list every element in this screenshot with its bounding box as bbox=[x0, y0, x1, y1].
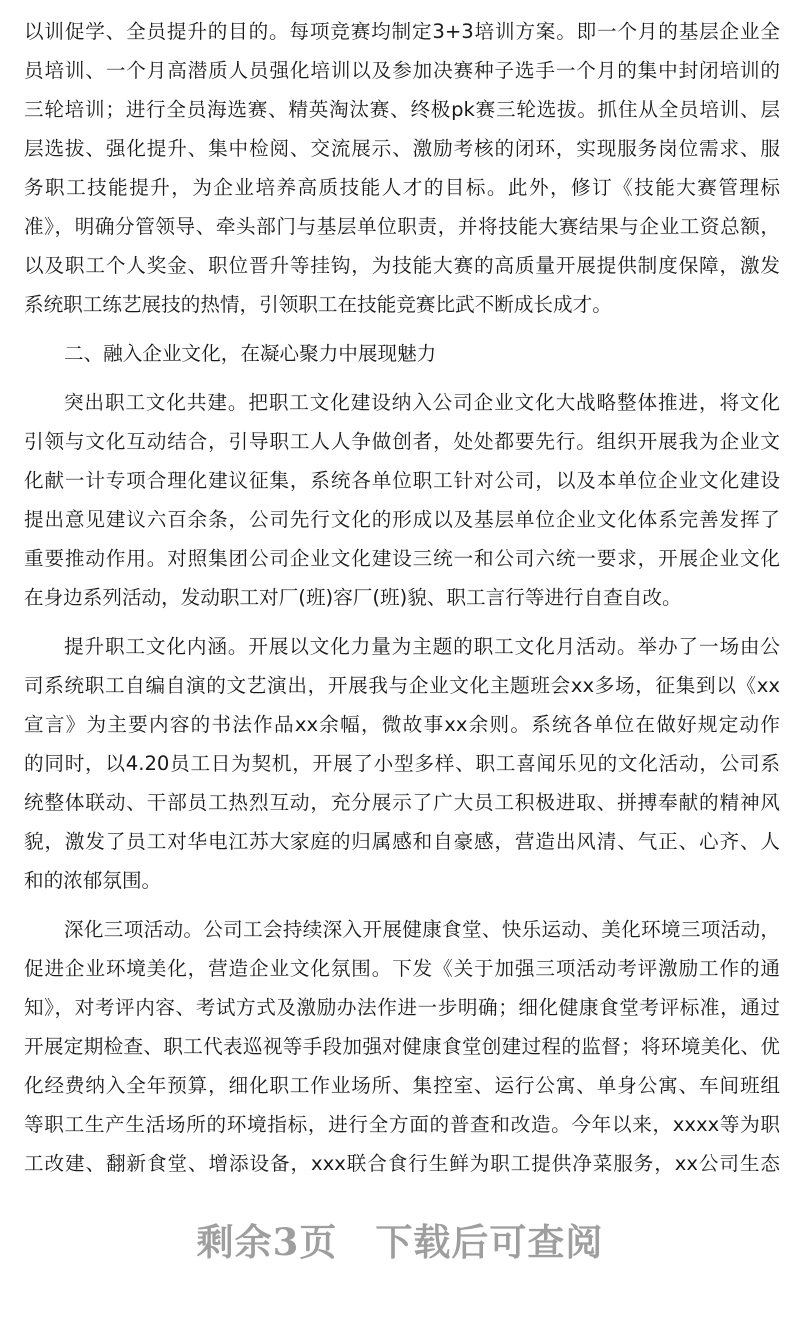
paragraph bbox=[24, 910, 780, 1183]
remaining-pages-label[interactable]: 剩余3页 下载后可查阅 bbox=[196, 1220, 604, 1264]
text-line: 的同时，以4.20员工日为契机，开展了小型多样、职工喜闻乐见的文化活动，公司系 bbox=[24, 752, 780, 775]
paragraph bbox=[24, 383, 780, 617]
text-line: 知》，对考评内容、考试方式及激励办法作进一步明确；细化健康食堂考评标准，通过 bbox=[24, 996, 780, 1019]
text-line: 工改建、翻新食堂、增添设备，xxx联合食行生鲜为职工提供净菜服务，xx公司生态 bbox=[24, 1152, 780, 1175]
paragraph-gap bbox=[24, 617, 780, 627]
text-line: 等职工生产生活场所的环境指标，进行全方面的普查和改造。今年以来，xxxx等为职 bbox=[24, 1113, 780, 1136]
text-line: 和的浓郁氛围。 bbox=[24, 869, 162, 892]
document-body bbox=[24, 0, 780, 1183]
text-line: 貌，激发了员工对华电江苏大家庭的归属感和自豪感，营造出风清、气正、心齐、人 bbox=[24, 830, 780, 853]
paragraph-gap bbox=[24, 324, 780, 334]
text-line: 化经费纳入全年预算，细化职工作业场所、集控室、运行公寓、单身公寓、车间班组 bbox=[24, 1074, 780, 1097]
text-line: 系统职工练艺展技的热情，引领职工在技能竞赛比武不断成长成才。 bbox=[24, 293, 612, 316]
text-line: 统整体联动、干部员工热烈互动，充分展示了广大员工积极进取、拼搏奉献的精神风 bbox=[24, 791, 780, 814]
text-line: 促进企业环境美化，营造企业文化氛围。下发《关于加强三项活动考评激励工作的通 bbox=[24, 957, 780, 980]
text-line: 三轮培训；进行全员海选赛、精英淘汰赛、终极pk赛三轮选拔。抓住从全员培训、层 bbox=[24, 98, 780, 121]
text-line: 司系统职工自编自演的文艺演出，开展我与企业文化主题班会xx多场，征集到以《xx bbox=[24, 674, 780, 697]
text-line: 层选拔、强化提升、集中检阅、交流展示、激励考核的闭环，实现服务岗位需求、服 bbox=[24, 137, 780, 160]
text-line: 宣言》为主要内容的书法作品xx余幅，微故事xx余则。系统各单位在做好规定动作 bbox=[24, 713, 780, 736]
paragraph bbox=[24, 12, 780, 324]
text-line: 员培训、一个月高潜质人员强化培训以及参加决赛种子选手一个月的集中封闭培训的 bbox=[24, 59, 780, 82]
text-line: 重要推动作用。对照集团公司企业文化建设三统一和公司六统一要求，开展企业文化 bbox=[24, 547, 780, 570]
paragraph-gap bbox=[24, 900, 780, 910]
text-line: 开展定期检查、职工代表巡视等手段加强对健康食堂创建过程的监督；将环境美化、优 bbox=[24, 1035, 780, 1058]
text-line: 突出职工文化共建。把职工文化建设纳入公司企业文化大战略整体推进，将文化 bbox=[64, 391, 780, 414]
text-line: 务职工技能提升，为企业培养高质技能人才的目标。此外，修订《技能大赛管理标 bbox=[24, 176, 780, 199]
text-line: 提升职工文化内涵。开展以文化力量为主题的职工文化月活动。举办了一场由公 bbox=[64, 635, 780, 658]
text-line: 提出意见建议六百余条，公司先行文化的形成以及基层单位企业文化体系完善发挥了 bbox=[24, 508, 780, 531]
download-prompt[interactable] bbox=[0, 1212, 800, 1272]
text-line: 化献一计专项合理化建议征集，系统各单位职工针对公司，以及本单位企业文化建设 bbox=[24, 469, 780, 492]
text-line: 深化三项活动。公司工会持续深入开展健康食堂、快乐运动、美化环境三项活动， bbox=[64, 918, 780, 941]
text-line: 二、融入企业文化，在凝心聚力中展现魅力 bbox=[64, 342, 437, 365]
paragraph bbox=[24, 334, 780, 373]
paragraph-gap bbox=[24, 373, 780, 383]
text-line: 以及职工个人奖金、职位晋升等挂钩，为技能大赛的高质量开展提供制度保障，激发 bbox=[24, 254, 780, 277]
text-line: 在身边系列活动，发动职工对厂(班)容厂(班)貌、职工言行等进行自查自改。 bbox=[24, 586, 682, 609]
text-line: 以训促学、全员提升的目的。每项竞赛均制定3+3培训方案。即一个月的基层企业全 bbox=[24, 20, 780, 43]
text-line: 引领与文化互动结合，引导职工人人争做创者，处处都要先行。组织开展我为企业文 bbox=[24, 430, 780, 453]
paragraph bbox=[24, 627, 780, 900]
text-line: 准》，明确分管领导、牵头部门与基层单位职责，并将技能大赛结果与企业工资总额， bbox=[24, 215, 780, 238]
